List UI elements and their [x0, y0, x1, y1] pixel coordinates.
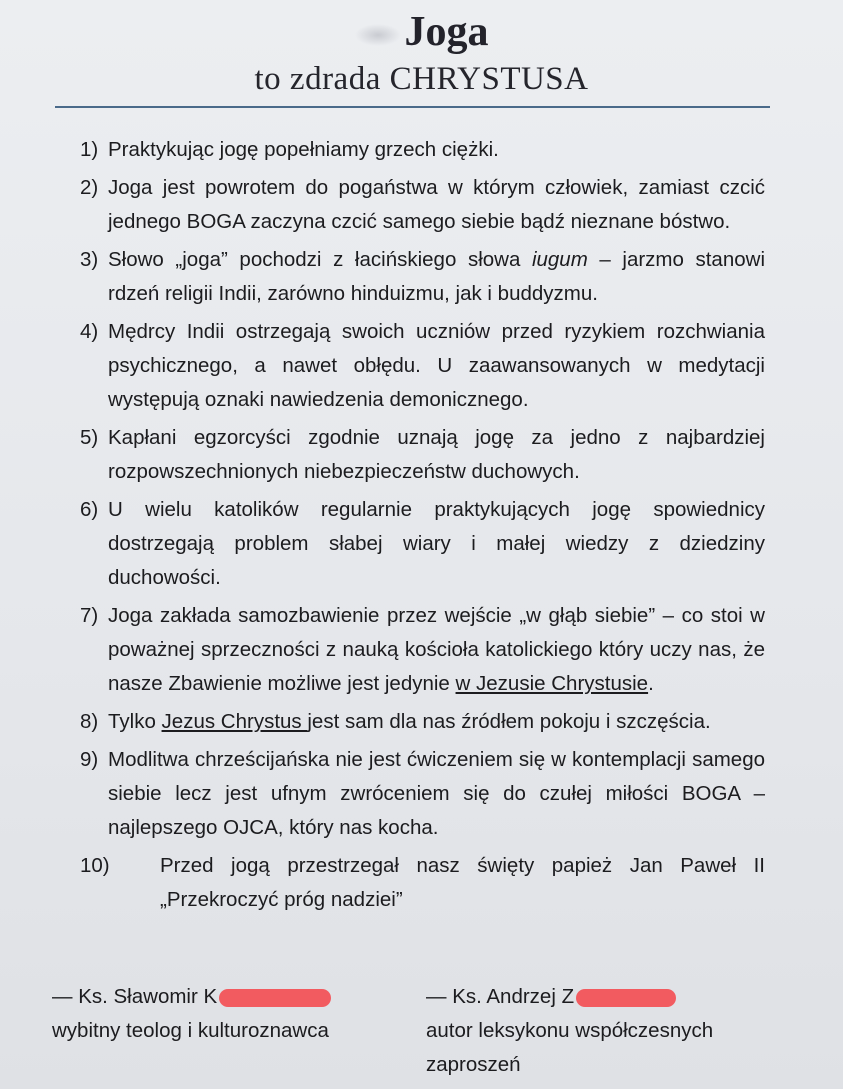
signature-left-name-line	[52, 980, 392, 1014]
list-item	[80, 849, 765, 917]
redaction-mark	[219, 989, 331, 1007]
list-item	[80, 171, 765, 239]
list-item	[80, 133, 765, 167]
item-text-part: Mędrcy Indii ostrzegają swoich uczniów przed ryzykiem rozchwiania psychicznego, a nawet obłędu. U zaawansowanych w medytacji występują oznaki nawiedzenia demonicznego.	[108, 320, 765, 411]
signature-right-name: — Ks. Andrzej Z	[426, 985, 575, 1008]
italic-text: iugum	[531, 248, 588, 271]
item-number: 7)	[80, 604, 99, 627]
smudge-mark	[355, 24, 401, 46]
item-number: 6)	[80, 498, 99, 521]
item-text-part: Praktykując jogę popełniamy grzech ciężki.	[108, 138, 499, 161]
item-number: 4)	[80, 320, 99, 343]
item-text	[108, 743, 765, 845]
item-number: 9)	[80, 748, 99, 771]
item-text-part: Przed jogą przestrzegał nasz święty papież Jan Paweł II „Przekroczyć próg nadziei”	[160, 854, 765, 911]
item-text-part: jest sam dla nas źródłem pokoju i szczęścia.	[307, 710, 711, 733]
item-text	[108, 133, 765, 167]
item-text	[108, 315, 765, 417]
signature-left-role: wybitny teolog i kulturoznawca	[52, 1019, 329, 1042]
page-subtitle: to zdrada CHRYSTUSA	[254, 61, 589, 97]
item-text-part: – jarzmo stanowi rdzeń religii Indii, zarówno hinduizmu, jak i buddyzmu.	[108, 248, 765, 305]
item-number: 2)	[80, 176, 99, 199]
item-number: 3)	[80, 248, 99, 271]
signature-right-name-line	[426, 980, 772, 1014]
list-item	[80, 243, 765, 311]
list-item	[80, 599, 765, 701]
header-divider	[55, 106, 770, 108]
item-text	[108, 171, 765, 239]
item-number: 5)	[80, 426, 99, 449]
item-number: 8)	[80, 710, 99, 733]
page-title-text: Joga	[404, 9, 489, 55]
points-list	[80, 133, 765, 921]
item-text-part: Joga jest powrotem do pogaństwa w którym człowiek, zamiast czcić jednego BOGA zaczyna czcić samego siebie bądź nieznane bóstwo.	[108, 176, 765, 233]
item-text	[160, 849, 765, 917]
item-text-part: Joga zakłada samozbawienie przez wejście „w głąb siebie” – co stoi w poważnej sprzeczności z nauką kościoła katolickiego który uczy nas, że nasze Zbawienie możliwe jest jedynie	[108, 604, 765, 695]
item-text-part: Modlitwa chrześcijańska nie jest ćwiczeniem się w kontemplacji samego siebie lecz jest ufnym zwróceniem się do czułej miłości BOGA – najlepszego OJCA, który nas kocha.	[108, 748, 765, 839]
list-item	[80, 421, 765, 489]
item-text	[108, 705, 765, 739]
item-text-part: .	[648, 672, 654, 695]
item-text	[108, 421, 765, 489]
item-number: 10)	[80, 854, 110, 877]
item-number: 1)	[80, 138, 99, 161]
item-text-part: Tylko	[108, 710, 162, 733]
item-text	[108, 243, 765, 311]
page-title	[0, 6, 843, 58]
item-text-part: U wielu katolików regularnie praktykujących jogę spowiednicy dostrzegają problem słabej wiary i małej wiedzy z dziedziny duchowości.	[108, 498, 765, 589]
list-item	[80, 315, 765, 417]
item-text-part: Kapłani egzorcyści zgodnie uznają jogę za jedno z najbardziej rozpowszechnionych niebezpieczeństw duchowych.	[108, 426, 765, 483]
item-text-part: Słowo „joga” pochodzi z łacińskiego słowa	[108, 248, 532, 271]
list-item	[80, 743, 765, 845]
list-item	[80, 493, 765, 595]
signature-left-name: — Ks. Sławomir K	[52, 985, 218, 1008]
list-item	[80, 705, 765, 739]
item-text	[108, 493, 765, 595]
signature-left	[52, 980, 392, 1048]
signature-right-role: autor leksykonu współczesnych zaproszeń	[426, 1019, 714, 1076]
redaction-mark	[576, 989, 676, 1007]
item-text	[108, 599, 765, 701]
underlined-text: Jezus Chrystus	[161, 710, 308, 733]
underlined-text: w Jezusie Chrystusie	[455, 672, 649, 695]
signature-right	[426, 980, 772, 1082]
